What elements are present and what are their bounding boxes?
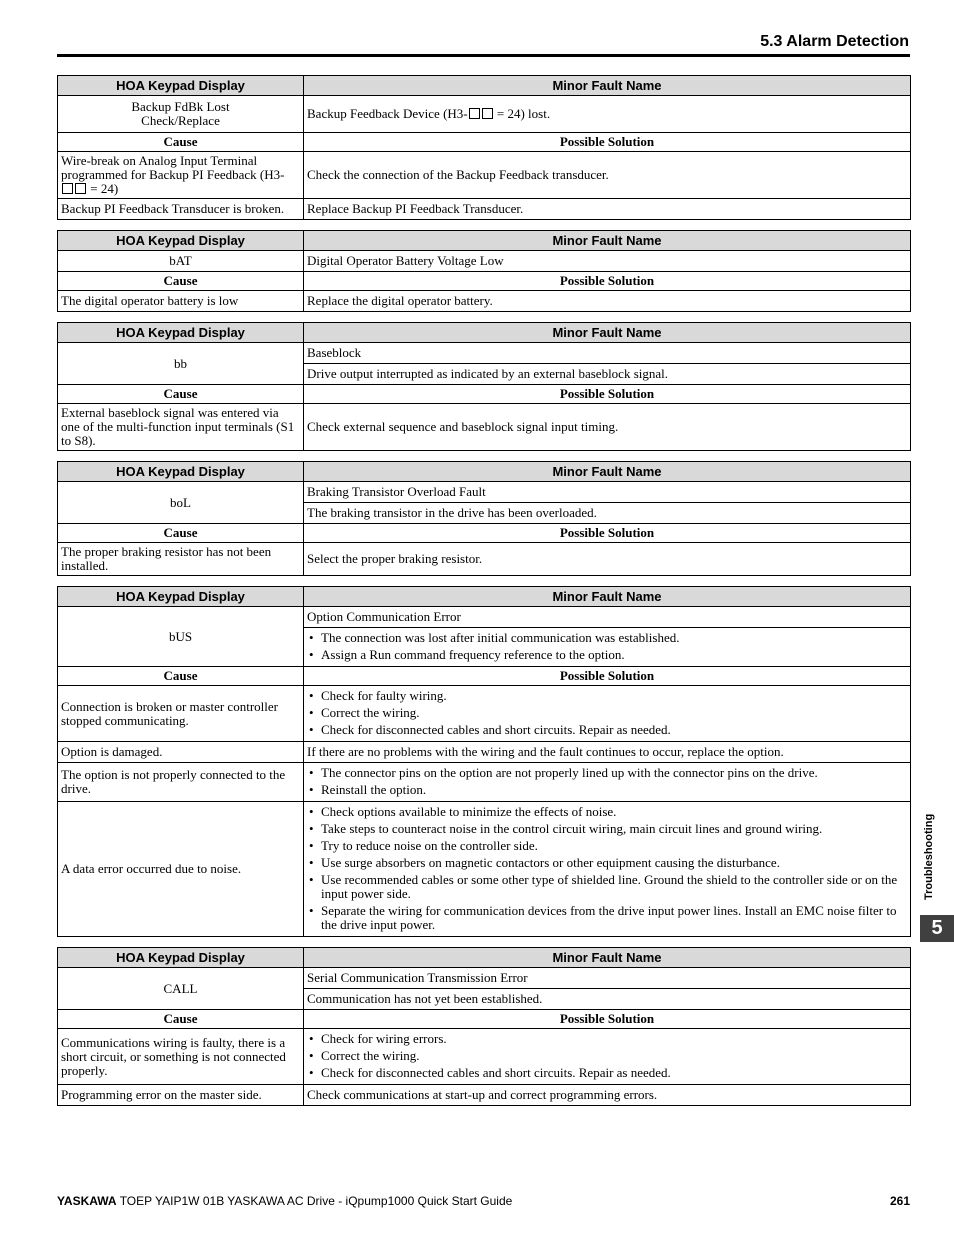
col-header-solution: Possible Solution: [304, 272, 911, 291]
list-item: • Assign a Run command frequency reference to the option.: [307, 648, 907, 662]
col-header-display: HOA Keypad Display: [58, 587, 304, 607]
brand-name: YASKAWA: [57, 1194, 117, 1208]
cause-cell: The digital operator battery is low: [58, 291, 304, 312]
col-header-display: HOA Keypad Display: [58, 462, 304, 482]
col-header-solution: Possible Solution: [304, 1010, 911, 1029]
list-item: • Separate the wiring for communication devices from the drive input power lines. Install an EMC noise filter to the drive input power.: [307, 904, 907, 932]
col-header-display: HOA Keypad Display: [58, 76, 304, 96]
header-rule: [57, 54, 910, 57]
fault-code-line: Check/Replace: [141, 113, 220, 128]
placeholder-box-icon: [469, 108, 480, 119]
solution-cell: [304, 686, 911, 742]
solution-cell: Replace Backup PI Feedback Transducer.: [304, 199, 911, 220]
fault-code: CALL: [58, 968, 304, 1010]
fault-table-bol: [57, 461, 911, 576]
cause-cell: Communications wiring is faulty, there is a short circuit, or something is not connected properly.: [58, 1029, 304, 1085]
col-header-name: Minor Fault Name: [304, 462, 911, 482]
cause-cell: A data error occurred due to noise.: [58, 802, 304, 937]
fault-table-call: [57, 947, 911, 1106]
fault-table-bb: [57, 322, 911, 451]
fault-code: bb: [58, 343, 304, 385]
col-header-solution: Possible Solution: [304, 133, 911, 152]
col-header-solution: Possible Solution: [304, 667, 911, 686]
placeholder-box-icon: [482, 108, 493, 119]
bullet-list: [307, 689, 907, 737]
col-header-display: HOA Keypad Display: [58, 323, 304, 343]
fault-name: [304, 96, 911, 133]
solution-cell: Check external sequence and baseblock signal input timing.: [304, 404, 911, 451]
fault-name: Baseblock: [304, 343, 911, 364]
col-header-solution: Possible Solution: [304, 524, 911, 543]
fault-table-bat: [57, 230, 911, 312]
cause-cell: External baseblock signal was entered via one of the multi-function input terminals (S1 to S8).: [58, 404, 304, 451]
list-item: • The connector pins on the option are not properly lined up with the connector pins on the drive.: [307, 766, 907, 780]
solution-cell: Check the connection of the Backup Feedback transducer.: [304, 152, 911, 199]
fault-code-line: Backup FdBk Lost: [131, 99, 230, 114]
solution-cell: Replace the digital operator battery.: [304, 291, 911, 312]
footer-doc-info: [57, 1194, 512, 1208]
col-header-cause: Cause: [58, 524, 304, 543]
bullet-list: [307, 766, 907, 797]
col-header-name: Minor Fault Name: [304, 231, 911, 251]
cause-cell: Option is damaged.: [58, 742, 304, 763]
fault-name-text: Backup Feedback Device (H3-: [307, 106, 468, 121]
section-title: 5.3 Alarm Detection: [760, 33, 909, 50]
cause-cell: Programming error on the master side.: [58, 1085, 304, 1106]
col-header-name: Minor Fault Name: [304, 76, 911, 96]
list-item: • Check options available to minimize the effects of noise.: [307, 805, 907, 819]
col-header-name: Minor Fault Name: [304, 323, 911, 343]
cause-text: = 24): [87, 181, 119, 196]
page-footer: [57, 1194, 910, 1208]
solution-cell: [304, 802, 911, 937]
list-item: • Reinstall the option.: [307, 783, 907, 797]
fault-code: [58, 96, 304, 133]
col-header-solution: Possible Solution: [304, 385, 911, 404]
fault-description: Drive output interrupted as indicated by an external baseblock signal.: [304, 364, 911, 385]
col-header-cause: Cause: [58, 667, 304, 686]
fault-name: Digital Operator Battery Voltage Low: [304, 251, 911, 272]
fault-name: Serial Communication Transmission Error: [304, 968, 911, 989]
bullet-list: [307, 631, 907, 662]
chapter-side-label: Troubleshooting: [923, 813, 935, 900]
solution-cell: Select the proper braking resistor.: [304, 543, 911, 576]
list-item: • Correct the wiring.: [307, 706, 907, 720]
col-header-name: Minor Fault Name: [304, 948, 911, 968]
solution-cell: Check communications at start-up and correct programming errors.: [304, 1085, 911, 1106]
list-item: • Check for wiring errors.: [307, 1032, 907, 1046]
list-item: • Use recommended cables or some other type of shielded line. Ground the shield to the controller side or on the input power side.: [307, 873, 907, 901]
fault-description: [304, 628, 911, 667]
col-header-cause: Cause: [58, 1010, 304, 1029]
cause-text: Wire-break on Analog Input Terminal programmed for Backup PI Feedback (H3-: [61, 153, 285, 182]
list-item: • Check for faulty wiring.: [307, 689, 907, 703]
cause-cell: Backup PI Feedback Transducer is broken.: [58, 199, 304, 220]
fault-name: Option Communication Error: [304, 607, 911, 628]
cause-cell: Connection is broken or master controller stopped communicating.: [58, 686, 304, 742]
solution-cell: [304, 763, 911, 802]
list-item: • Check for disconnected cables and short circuits. Repair as needed.: [307, 723, 907, 737]
col-header-cause: Cause: [58, 133, 304, 152]
list-item: • Use surge absorbers on magnetic contactors or other equipment causing the disturbance.: [307, 856, 907, 870]
fault-code: bAT: [58, 251, 304, 272]
col-header-cause: Cause: [58, 272, 304, 291]
fault-table-bus: [57, 586, 911, 937]
document-title: TOEP YAIP1W 01B YASKAWA AC Drive - iQpump1000 Quick Start Guide: [116, 1194, 513, 1208]
page-number: 261: [889, 1194, 910, 1208]
list-item: • Try to reduce noise on the controller side.: [307, 839, 907, 853]
bullet-list: [307, 1032, 907, 1080]
bullet-list: [307, 805, 907, 932]
chapter-tab: 5: [920, 915, 954, 942]
cause-cell: The proper braking resistor has not been installed.: [58, 543, 304, 576]
placeholder-box-icon: [75, 183, 86, 194]
col-header-name: Minor Fault Name: [304, 587, 911, 607]
fault-name-text: = 24) lost.: [493, 106, 551, 121]
placeholder-box-icon: [62, 183, 73, 194]
list-item: • Check for disconnected cables and short circuits. Repair as needed.: [307, 1066, 907, 1080]
col-header-display: HOA Keypad Display: [58, 231, 304, 251]
col-header-display: HOA Keypad Display: [58, 948, 304, 968]
fault-code: bUS: [58, 607, 304, 667]
list-item: • Take steps to counteract noise in the control circuit wiring, main circuit lines and ground wiring.: [307, 822, 907, 836]
fault-name: Braking Transistor Overload Fault: [304, 482, 911, 503]
cause-cell: The option is not properly connected to the drive.: [58, 763, 304, 802]
col-header-cause: Cause: [58, 385, 304, 404]
fault-table-backup-feedback: [57, 75, 911, 220]
fault-description: The braking transistor in the drive has been overloaded.: [304, 503, 911, 524]
list-item: • The connection was lost after initial communication was established.: [307, 631, 907, 645]
alarm-tables: [57, 75, 910, 1116]
list-item: • Correct the wiring.: [307, 1049, 907, 1063]
fault-code: boL: [58, 482, 304, 524]
solution-cell: If there are no problems with the wiring and the fault continues to occur, replace the option.: [304, 742, 911, 763]
cause-cell: [58, 152, 304, 199]
fault-description: Communication has not yet been established.: [304, 989, 911, 1010]
solution-cell: [304, 1029, 911, 1085]
